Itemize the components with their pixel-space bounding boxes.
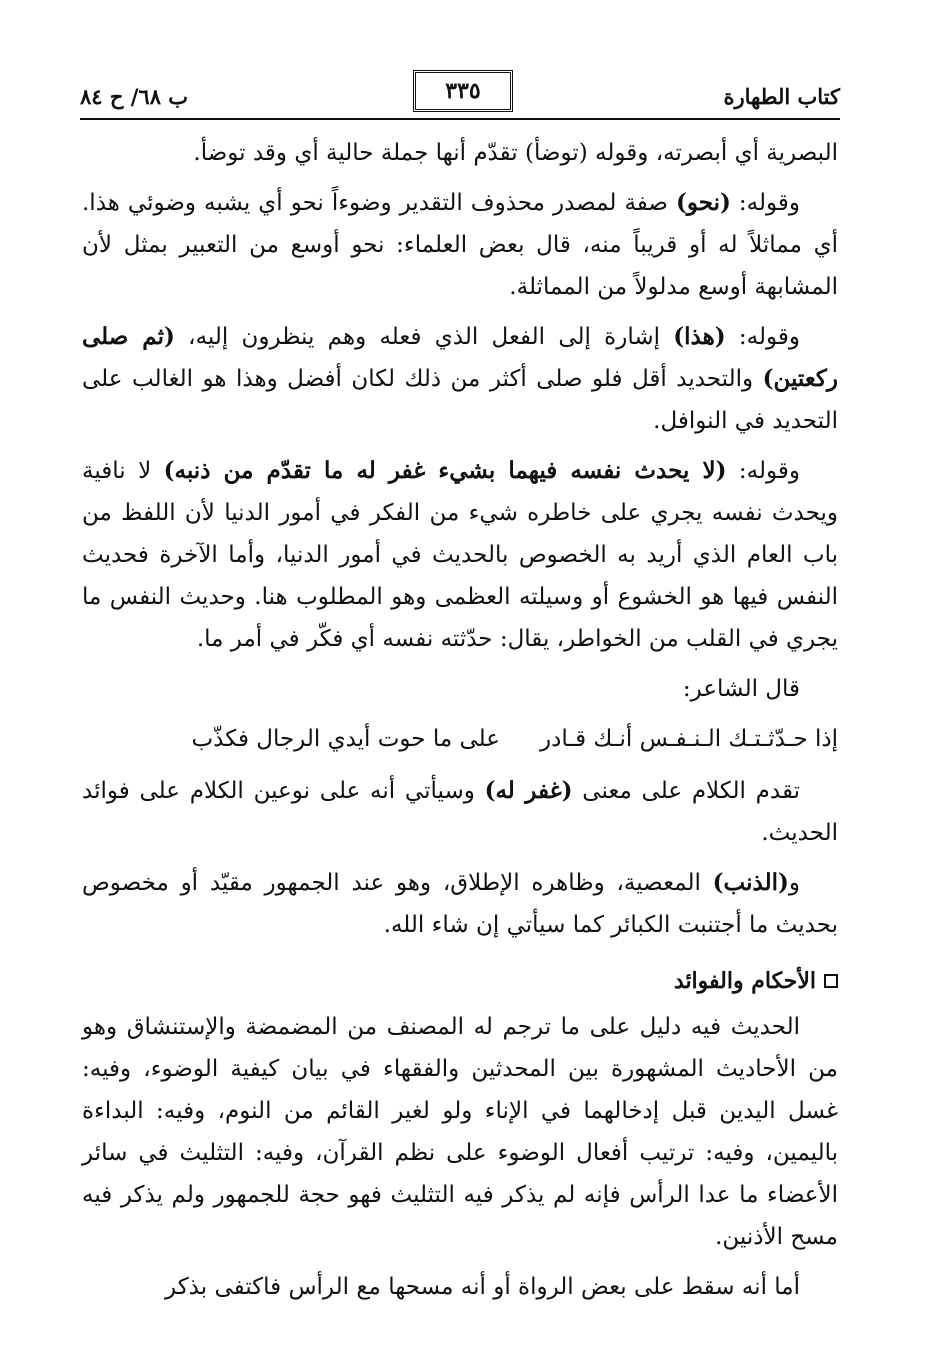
text-run: صفة لمصدر محذوف التقدير وضوءاً نحو أي يشبه وضوئي هذا. أي مماثلاً له أو قريباً منه، قال بعض العلماء: نحو أوسع من التعبير بمثل لأن المشابهة أوسع مدلولاً من المماثلة. (82, 190, 838, 300)
body-text (82, 132, 838, 1316)
quoted-term: (هذا) (673, 323, 726, 350)
text-run: و (788, 870, 800, 896)
poet-intro: قال الشاعر: (682, 676, 800, 702)
text-run: تقدم الكلام على معنى (572, 778, 800, 804)
text-run: وقوله: (730, 190, 800, 216)
paragraph (82, 770, 838, 854)
header-rule (80, 118, 840, 120)
text-run: إشارة إلى الفعل الذي فعله وهم ينظرون إليه، (174, 324, 674, 350)
checkbox-square-icon (824, 974, 838, 988)
quoted-term: (ثم صلى ركعتين) (82, 323, 838, 392)
section-heading (82, 960, 838, 1002)
page-number: ٣٣٥ (413, 70, 513, 112)
text-run: وقوله: (725, 324, 800, 350)
quoted-term: (لا يحدث نفسه فيهما بشيء غفر له ما تقدّم من ذنبه) (163, 457, 727, 484)
section-heading-text: الأحكام والفوائد (673, 968, 816, 994)
paragraph (82, 182, 838, 308)
text-run: وقوله: (726, 458, 800, 484)
paragraph (82, 862, 838, 946)
verse-first-hemistich: إذا حـدّثـتـك الـنـفـس أنـك قـادر (539, 726, 838, 752)
hadith-reference: ب ٦٨/ ح ٨٤ (80, 84, 189, 109)
paragraph (82, 450, 838, 660)
verse-second-hemistich: على ما حوت أيدي الرجال فكذّب (191, 726, 500, 752)
paragraph: أما أنه سقط على بعض الرواة أو أنه مسحها مع الرأس فاكتفى بذكر (165, 1274, 800, 1300)
paragraph: البصرية أي أبصرته، وقوله (توضأ) تقدّم أنها جملة حالية أي وقد توضأ. (193, 140, 838, 166)
text-run: والتحديد أقل فلو صلى أكثر من ذلك لكان أفضل وهذا هو الغالب على التحديد في النوافل. (82, 366, 838, 434)
paragraph: الحديث فيه دليل على ما ترجم له المصنف من المضمضة والإستنشاق وهو من الأحاديث المشهورة بين المحدثين والفقهاء في بيان كيفية الوضوء، وفيه: غسل اليدين قبل إدخالهما في الإناء ولو لغير القائم من النوم، وفيه: البداءة باليمين، وفيه: ترتيب أفعال الوضوء على نظم القرآن، وفيه: التثليث في سائر الأعضاء ما عدا الرأس فإنه لم يذكر فيه التثليث فهو حجة للجمهور ولم يذكر فيه مسح الأذنين. (82, 1014, 838, 1250)
text-run: المعصية، وظاهره الإطلاق، وهو عند الجمهور مقيّد أو مخصوص بحديث ما أجتنبت الكبائر كما سيأتي إن شاء الله. (82, 870, 838, 938)
text-run: لا نافية ويحدث نفسه يجري على خاطره شيء من الفكر في أمور الدنيا لأن اللفظ من باب العام الذي أريد به الخصوص بالحديث في أمور الدنيا، وأما الآخرة فحديث النفس فيها هو الخشوع أو وسيلته العظمى وهو المطلوب هنا. وحديث النفس ما يجري في القلب من الخواطر، يقال: حدّثته نفسه أي فكّر في أمر ما. (82, 458, 838, 652)
poetry-verse (82, 718, 838, 760)
running-header (80, 70, 840, 112)
quoted-term: (نحو) (675, 189, 731, 216)
quoted-term: (الذنب) (712, 869, 789, 896)
text-run: وسيأتي أنه على نوعين الكلام على فوائد الحديث. (82, 778, 838, 846)
chapter-title: كتاب الطهارة (723, 84, 840, 109)
paragraph (82, 316, 838, 442)
quoted-term: (غفر له) (484, 777, 573, 804)
